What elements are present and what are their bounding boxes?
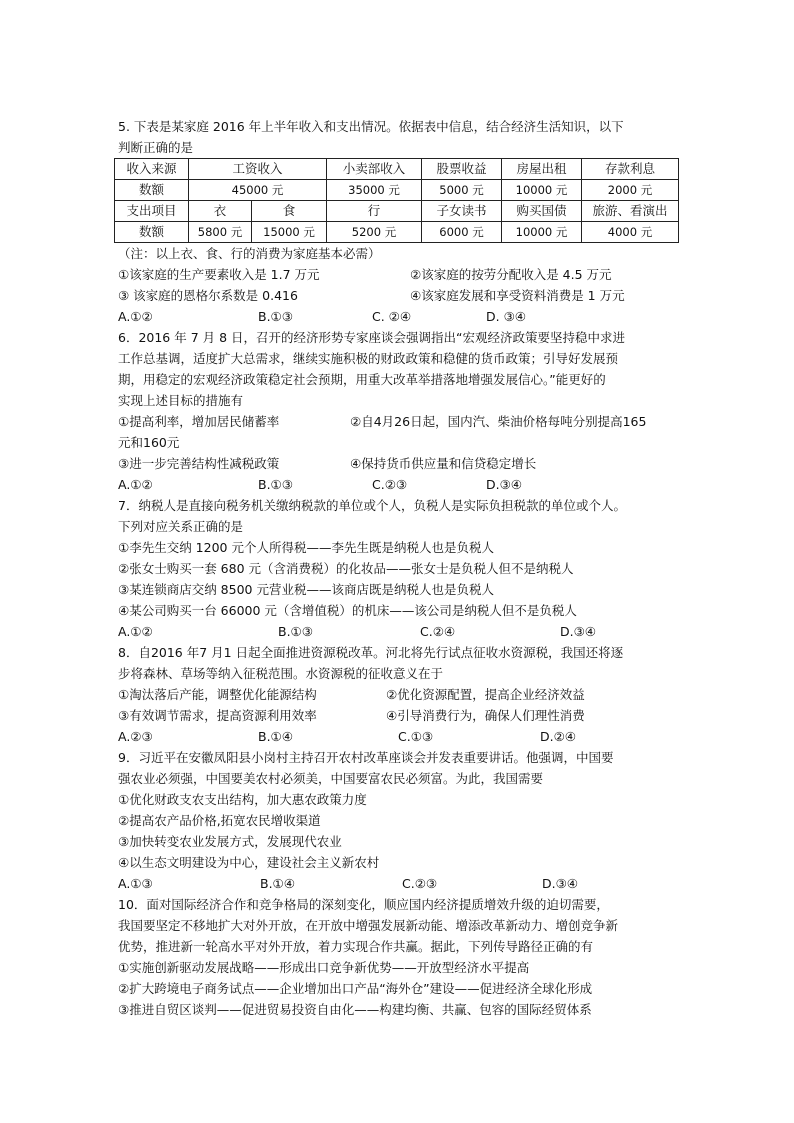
q7-stem-line1: 7．纳税人是直接向税务机关缴纳税款的单位或个人，负税人是实际负担税款的单位或个人。 <box>118 498 626 513</box>
q5-items-row1 <box>118 264 678 285</box>
q10-item3: ③推进自贸区谈判——促进贸易投资自由化——构建均衡、共赢、包容的国际经贸体系 <box>118 1002 592 1017</box>
option-c: C.②③ <box>372 477 408 492</box>
q6-item4: ④保持货币供应量和信贷稳定增长 <box>350 456 537 471</box>
option-c: C. ②④ <box>372 309 412 324</box>
q9-item3: ③加快转变农业发展方式，发展现代农业 <box>118 834 342 849</box>
table-cell: 5000 元 <box>422 180 502 201</box>
table-cell: 食 <box>252 201 327 222</box>
q8-item4: ④引导消费行为，确保人们理性消费 <box>386 708 585 723</box>
q10-stem-line3: 优势，推进新一轮高水平对外开放，着力实现合作共赢。据此，下列传导路径正确的有 <box>118 939 594 954</box>
table-cell: 衣 <box>189 201 252 222</box>
q5-item1: ①该家庭的生产要素收入是 1.7 万元 <box>118 267 320 282</box>
option-a: A.①③ <box>118 876 153 891</box>
table-cell: 45000 元 <box>189 180 327 201</box>
table-row <box>115 201 679 222</box>
table-cell: 10000 元 <box>502 180 582 201</box>
q10-stem-line2: 我国要坚定不移地扩大对外开放，在开放中增强发展新动能、增添改革新动力、增创竞争新 <box>118 918 619 933</box>
table-cell: 支出项目 <box>115 201 189 222</box>
q5-item4: ④该家庭发展和享受资料消费是 1 万元 <box>410 288 625 303</box>
exam-page <box>118 116 678 1020</box>
table-cell: 数额 <box>115 180 189 201</box>
q5-note: （注：以上衣、食、行的消费为家庭基本必需） <box>118 246 381 261</box>
table-cell: 5200 元 <box>327 222 422 243</box>
option-c: C.①③ <box>398 729 434 744</box>
option-d: D.③④ <box>560 624 597 639</box>
q6-item2: ②自4月26日起，国内汽、柴油价格每吨分别提高165 <box>350 414 647 429</box>
q10-item1: ①实施创新驱动发展战略——形成出口竞争新优势——开放型经济水平提高 <box>118 960 530 975</box>
table-cell: 2000 元 <box>582 180 679 201</box>
table-cell: 行 <box>327 201 422 222</box>
table-row <box>115 222 679 243</box>
table-cell: 旅游、看演出 <box>582 201 679 222</box>
q5-options <box>118 306 678 327</box>
option-c: C.②③ <box>402 876 438 891</box>
q6-items-row1 <box>118 411 678 432</box>
q7-item2: ②张女士购买一套 680 元（含消费税）的化妆品——张女士是负税人但不是纳税人 <box>118 561 574 576</box>
q10-stem-line1: 10．面对国际经济合作和竞争格局的深刻变化，顺应国内经济提质增效升级的迫切需要， <box>118 897 609 912</box>
q6-stem-line2: 工作总基调，适度扩大总需求，继续实施积极的财政政策和稳健的货币政策；引导好发展预 <box>118 351 619 366</box>
income-expense-table <box>114 158 679 243</box>
q7-item3: ③某连锁商店交纳 8500 元营业税——该商店既是纳税人也是负税人 <box>118 582 494 597</box>
q9-item1: ①优化财政支农支出结构，加大惠农政策力度 <box>118 792 367 807</box>
q7-item4: ④某公司购买一台 66000 元（含增值税）的机床——该公司是纳税人但不是负税人 <box>118 603 577 618</box>
option-a: A.②③ <box>118 729 153 744</box>
table-cell: 小卖部收入 <box>327 159 422 180</box>
q9-stem-line1: 9．习近平在安徽凤阳县小岗村主持召开农村改革座谈会并发表重要讲话。他强调，中国要 <box>118 750 614 765</box>
option-d: D.③④ <box>486 477 523 492</box>
table-cell: 收入来源 <box>115 159 189 180</box>
table-cell: 10000 元 <box>502 222 582 243</box>
table-cell: 房屋出租 <box>502 159 582 180</box>
q5-stem-line2: 判断正确的是 <box>118 140 194 155</box>
option-a: A.①② <box>118 477 153 492</box>
q8-stem-line2: 步将森林、草场等纳入征税范围。水资源税的征收意义在于 <box>118 666 444 681</box>
q5-stem-line1: 5. 下表是某家庭 2016 年上半年收入和支出情况。依据表中信息，结合经济生活知识，以下 <box>118 119 624 134</box>
table-cell: 工资收入 <box>189 159 327 180</box>
option-d: D.②④ <box>540 729 577 744</box>
table-row <box>115 159 679 180</box>
table-cell: 15000 元 <box>252 222 327 243</box>
table-cell: 4000 元 <box>582 222 679 243</box>
table-cell: 存款利息 <box>582 159 679 180</box>
table-cell: 35000 元 <box>327 180 422 201</box>
q8-stem-line1: 8．自2016 年7 月1 日起全面推进资源税改革。河北将先行试点征收水资源税，我国还将逐 <box>118 645 624 660</box>
q6-items-row2 <box>118 453 678 474</box>
option-b: B.①④ <box>260 876 295 891</box>
q5-items-row2 <box>118 285 678 306</box>
q8-item3: ③有效调节需求，提高资源利用效率 <box>118 708 317 723</box>
table-cell: 5800 元 <box>189 222 252 243</box>
option-a: A.①② <box>118 309 153 324</box>
q9-options <box>118 873 678 894</box>
option-a: A.①② <box>118 624 153 639</box>
table-cell: 数额 <box>115 222 189 243</box>
q8-options <box>118 726 678 747</box>
q7-stem-line2: 下列对应关系正确的是 <box>118 519 244 534</box>
option-d: D.③④ <box>542 876 579 891</box>
q6-item1: ①提高利率，增加居民储蓄率 <box>118 414 280 429</box>
table-row <box>115 180 679 201</box>
q8-item1: ①淘汰落后产能，调整优化能源结构 <box>118 687 317 702</box>
option-c: C.②④ <box>420 624 456 639</box>
q6-stem-line3: 期，用稳定的宏观经济政策稳定社会预期，用重大改革举措落地增强发展信心。”能更好的 <box>118 372 606 387</box>
q9-item4: ④以生态文明建设为中心，建设社会主义新农村 <box>118 855 380 870</box>
q7-item1: ①李先生交纳 1200 元个人所得税——李先生既是纳税人也是负税人 <box>118 540 494 555</box>
option-b: B.①③ <box>258 477 293 492</box>
q6-stem-line4: 实现上述目标的措施有 <box>118 393 244 408</box>
option-b: B.①③ <box>278 624 313 639</box>
option-b: B.①④ <box>258 729 293 744</box>
q5-item2: ②该家庭的按劳分配收入是 4.5 万元 <box>410 267 612 282</box>
q8-items-row1 <box>118 684 678 705</box>
q9-item2: ②提高农产品价格,拓宽农民增收渠道 <box>118 813 321 828</box>
table-cell: 购买国债 <box>502 201 582 222</box>
q7-options <box>118 621 678 642</box>
q10-item2: ②扩大跨境电子商务试点——企业增加出口产品“海外仓”建设——促进经济全球化形成 <box>118 981 593 996</box>
option-d: D. ③④ <box>486 309 526 324</box>
table-cell: 股票收益 <box>422 159 502 180</box>
q5-item3: ③ 该家庭的恩格尔系数是 0.416 <box>118 288 298 303</box>
table-cell: 6000 元 <box>422 222 502 243</box>
q6-options <box>118 474 678 495</box>
q6-item3: ③进一步完善结构性减税政策 <box>118 456 280 471</box>
q6-stem-line1: 6．2016 年 7 月 8 日，召开的经济形势专家座谈会强调指出“宏观经济政策要坚持稳中求进 <box>118 330 626 345</box>
option-b: B.①③ <box>258 309 293 324</box>
q8-item2: ②优化资源配置，提高企业经济效益 <box>386 687 585 702</box>
table-cell: 子女读书 <box>422 201 502 222</box>
q8-items-row2 <box>118 705 678 726</box>
q9-stem-line2: 强农业必须强，中国要美农村必须美，中国要富农民必须富。为此，我国需要 <box>118 771 544 786</box>
q6-item2-cont: 元和160元 <box>118 435 180 450</box>
